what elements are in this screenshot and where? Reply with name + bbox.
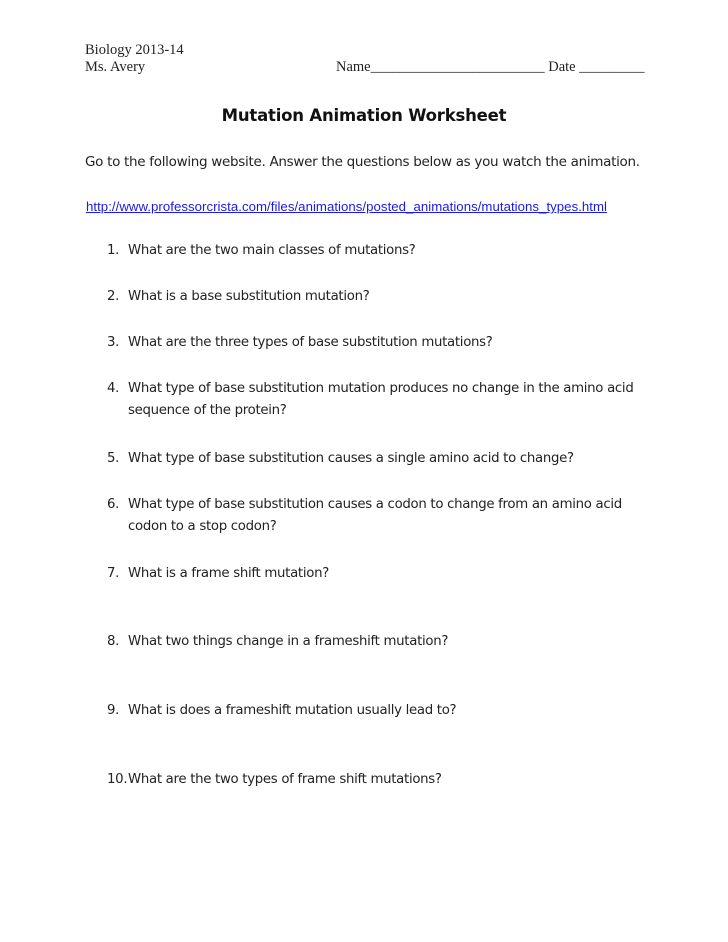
date-blank[interactable]: _________ xyxy=(579,59,645,75)
question-number: 6. xyxy=(107,497,120,512)
question-number: 10. xyxy=(107,772,128,787)
course-label: Biology 2013-14 xyxy=(85,42,184,58)
question-9 xyxy=(107,700,652,722)
question-1 xyxy=(107,240,652,262)
question-text: What type of base substitution mutation produces no change in the amino acid sequence of the protein? xyxy=(128,381,634,418)
question-number: 5. xyxy=(107,451,120,466)
question-6 xyxy=(107,494,652,538)
question-3 xyxy=(107,332,652,354)
question-text: What are the two main classes of mutations? xyxy=(128,243,416,258)
date-label: Date xyxy=(548,59,576,75)
animation-link[interactable]: http://www.professorcrista.com/files/animations/posted_animations/mutations_types.html xyxy=(86,199,608,214)
question-10 xyxy=(107,769,652,791)
question-number: 1. xyxy=(107,243,120,258)
question-2 xyxy=(107,286,652,308)
question-text: What two things change in a frameshift mutation? xyxy=(128,634,449,649)
question-text: What type of base substitution causes a codon to change from an amino acid codon to a stop codon? xyxy=(128,497,622,534)
question-text: What type of base substitution causes a single amino acid to change? xyxy=(128,451,574,466)
instructions-text: Go to the following website. Answer the questions below as you watch the animation. xyxy=(85,154,640,170)
question-text: What is a base substitution mutation? xyxy=(128,289,370,304)
question-7 xyxy=(107,563,652,585)
question-number: 2. xyxy=(107,289,120,304)
question-number: 4. xyxy=(107,381,120,396)
question-number: 3. xyxy=(107,335,120,350)
question-4 xyxy=(107,378,652,422)
question-number: 9. xyxy=(107,703,120,718)
name-label: Name xyxy=(336,59,371,75)
question-text: What is a frame shift mutation? xyxy=(128,566,329,581)
name-blank[interactable]: ________________________ xyxy=(370,59,545,75)
question-text: What are the two types of frame shift mutations? xyxy=(128,772,442,787)
name-date-line xyxy=(336,59,645,76)
question-5 xyxy=(107,448,652,470)
question-8 xyxy=(107,631,652,653)
question-number: 8. xyxy=(107,634,120,649)
teacher-label: Ms. Avery xyxy=(85,59,146,75)
question-text: What are the three types of base substitution mutations? xyxy=(128,335,493,350)
page-title: Mutation Animation Worksheet xyxy=(221,106,507,125)
question-text: What is does a frameshift mutation usually lead to? xyxy=(128,703,457,718)
question-number: 7. xyxy=(107,566,120,581)
